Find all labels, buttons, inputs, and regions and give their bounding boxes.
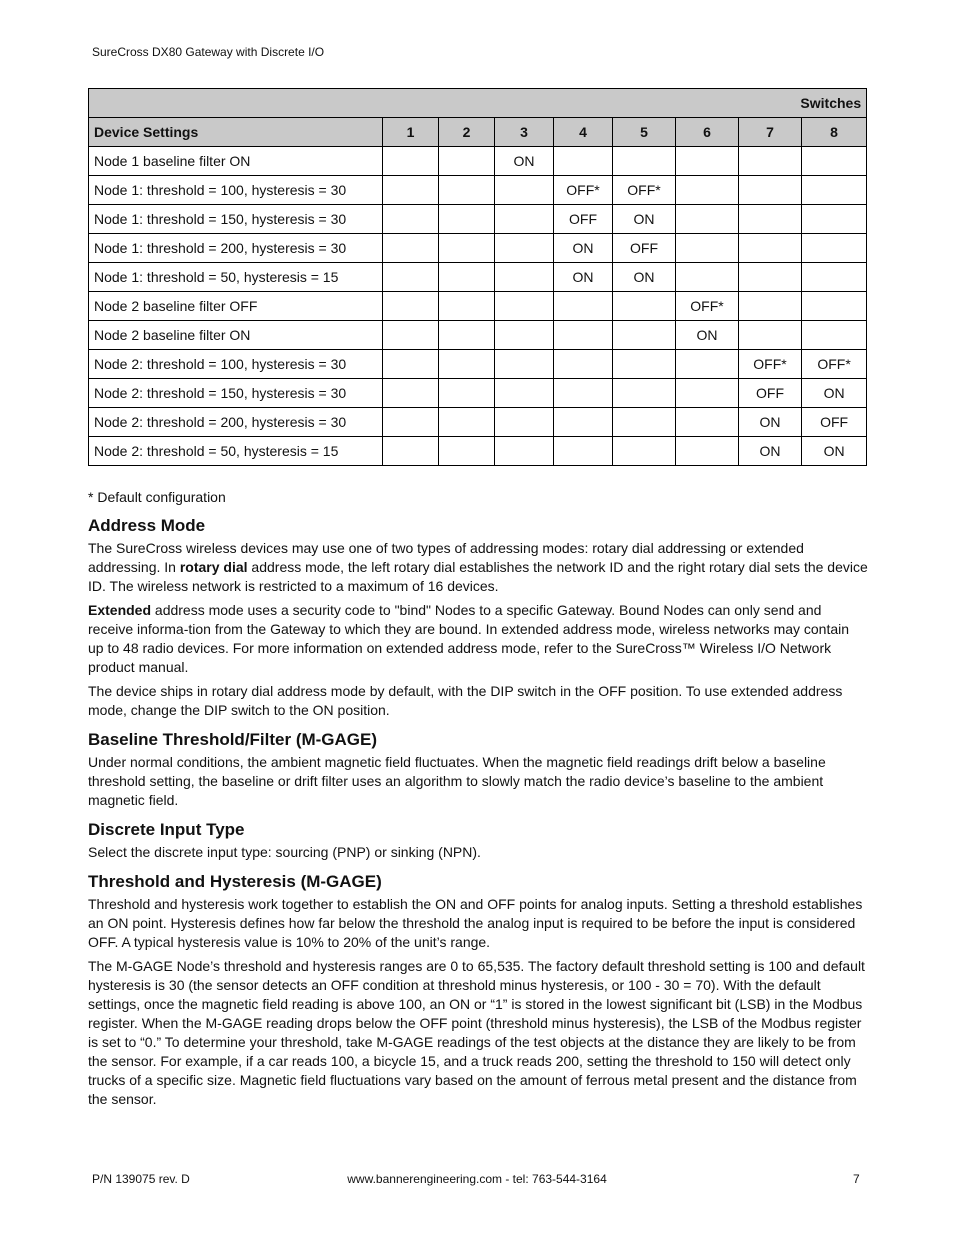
switch-value-cell [613, 292, 676, 321]
setting-label: Node 2: threshold = 50, hysteresis = 15 [89, 437, 383, 466]
switch-value-cell [495, 263, 554, 292]
table-row [89, 263, 867, 292]
switch-column-header: 4 [554, 118, 613, 147]
switch-value-cell [739, 147, 802, 176]
setting-label: Node 2 baseline filter OFF [89, 292, 383, 321]
switch-value-cell: ON [676, 321, 739, 350]
threshold-heading: Threshold and Hysteresis (M-GAGE) [88, 872, 382, 891]
table-row [89, 321, 867, 350]
switch-value-cell: OFF [613, 234, 676, 263]
switch-value-cell: ON [739, 437, 802, 466]
switch-value-cell [383, 205, 439, 234]
switch-value-cell [739, 321, 802, 350]
switch-value-cell [495, 176, 554, 205]
switch-value-cell: ON [802, 437, 867, 466]
table-row [89, 147, 867, 176]
switch-value-cell: ON [554, 234, 613, 263]
switch-value-cell [802, 321, 867, 350]
footer-page-number: 7 [853, 1172, 860, 1186]
switches-group-header: Switches [89, 89, 867, 118]
switch-value-cell [613, 437, 676, 466]
switch-value-cell [439, 263, 495, 292]
setting-label: Node 1: threshold = 50, hysteresis = 15 [89, 263, 383, 292]
switch-value-cell [554, 147, 613, 176]
address-mode-heading: Address Mode [88, 516, 206, 535]
baseline-heading: Baseline Threshold/Filter (M-GAGE) [88, 730, 378, 749]
switch-column-header: 6 [676, 118, 739, 147]
threshold-paragraph-1: Threshold and hysteresis work together to establish the ON and OFF points for analog inputs. Setting a threshold establishes an ON point. Hysteresis defines how far below the threshold the analog input is required to be before the input is considered OFF. A typical hysteresis value is 10% to 20% of the unit’s range. [88, 896, 863, 950]
switch-value-cell [802, 205, 867, 234]
setting-label: Node 1: threshold = 150, hysteresis = 30 [89, 205, 383, 234]
switch-value-cell [613, 379, 676, 408]
footer-contact: www.bannerengineering.com - tel: 763-544-3164 [347, 1172, 607, 1186]
address-mode-paragraph-2: Extended address mode uses a security code to "bind" Nodes to a specific Gateway. Bound Nodes can only send and receive informa-tion from the Gateway to which they are bound. In extended address mode, wireless networks may contain up to 48 radio devices. For more information on extended address mode, refer to the SureCross™ Wireless I/O Network product manual. [88, 602, 850, 675]
switch-column-header: 2 [439, 118, 495, 147]
table-footnote: * Default configuration [88, 489, 226, 505]
threshold-paragraph-2: The M-GAGE Node’s threshold and hysteresis ranges are 0 to 65,535. The factory default threshold setting is 100 and default hysteresis is 30 (the sensor detects an OFF condition at threshold minus hysteresis, or 100 - 30 = 70). With the default settings, once the magnetic field reading is above 100, an ON or “1” is stored in the lowest significant bit (LSB) in the Modbus register. When the M-GAGE reading drops below the OFF point (threshold minus hysteresis), the LSB of the Modbus register is set to “0.” To determine your threshold, take M-GAGE readings of the test objects at the distance they are likely to be from the sensor. For example, if a car reads 100, a bicycle 15, and a truck reads 200, setting the threshold to 150 will detect only trucks of a specific size. Magnetic field fluctuations vary based on the amount of ferrous metal present and the distance from the sensor. [88, 958, 865, 1107]
extended-term: Extended [88, 602, 152, 618]
table-row [89, 437, 867, 466]
switch-value-cell [554, 408, 613, 437]
setting-label: Node 1: threshold = 200, hysteresis = 30 [89, 234, 383, 263]
switch-value-cell [554, 379, 613, 408]
table-row [89, 234, 867, 263]
switch-value-cell [383, 147, 439, 176]
switch-value-cell [676, 147, 739, 176]
switch-column-header: 7 [739, 118, 802, 147]
switch-value-cell [439, 437, 495, 466]
setting-label: Node 2 baseline filter ON [89, 321, 383, 350]
switch-value-cell [495, 408, 554, 437]
switch-column-header: 1 [383, 118, 439, 147]
switch-value-cell [802, 292, 867, 321]
switch-column-header: 5 [613, 118, 676, 147]
switch-value-cell [802, 234, 867, 263]
switch-value-cell [495, 205, 554, 234]
table-group-header-row [89, 89, 867, 118]
switch-value-cell [439, 176, 495, 205]
switch-value-cell: ON [613, 263, 676, 292]
discrete-input-heading: Discrete Input Type [88, 820, 245, 839]
switch-value-cell [554, 350, 613, 379]
switch-value-cell [554, 437, 613, 466]
switch-value-cell [739, 234, 802, 263]
switch-value-cell [802, 263, 867, 292]
switch-value-cell [676, 205, 739, 234]
switch-value-cell [495, 321, 554, 350]
switch-value-cell: ON [554, 263, 613, 292]
switch-value-cell [439, 321, 495, 350]
device-settings-header: Device Settings [89, 118, 383, 147]
table-row [89, 350, 867, 379]
footer-part-number: P/N 139075 rev. D [92, 1172, 190, 1186]
switch-value-cell [802, 147, 867, 176]
switch-value-cell [383, 408, 439, 437]
switch-value-cell [739, 292, 802, 321]
switch-value-cell [383, 292, 439, 321]
switch-value-cell: OFF* [613, 176, 676, 205]
discrete-input-paragraph: Select the discrete input type: sourcing (PNP) or sinking (NPN). [88, 844, 481, 860]
table-row [89, 379, 867, 408]
switch-value-cell [439, 147, 495, 176]
dip-switch-settings-table [88, 88, 867, 466]
switch-value-cell [554, 321, 613, 350]
switch-value-cell [383, 437, 439, 466]
switch-value-cell [554, 292, 613, 321]
switch-value-cell [495, 437, 554, 466]
switch-value-cell [383, 350, 439, 379]
threshold-section [88, 871, 868, 1109]
switch-value-cell [676, 234, 739, 263]
switch-value-cell [676, 379, 739, 408]
address-mode-paragraph-1: The SureCross wireless devices may use one of two types of addressing modes: rotary dial addressing or extended addressing. In rotary dial address mode, the left rotary dial establishes the network ID and the right rotary dial sets the device ID. The wireless network is restricted to a maximum of 16 devices. [88, 540, 868, 594]
switch-value-cell: ON [613, 205, 676, 234]
switch-value-cell [383, 263, 439, 292]
switch-value-cell: OFF [554, 205, 613, 234]
switch-value-cell [613, 350, 676, 379]
switch-value-cell [613, 408, 676, 437]
table-column-header-row [89, 118, 867, 147]
switch-value-cell [802, 176, 867, 205]
switch-value-cell [495, 379, 554, 408]
switch-value-cell [495, 350, 554, 379]
address-mode-paragraph-3: The device ships in rotary dial address mode by default, with the DIP switch in the OFF position. To use extended address mode, change the DIP switch to the ON position. [88, 683, 843, 718]
switch-value-cell [383, 176, 439, 205]
switch-value-cell [439, 292, 495, 321]
page-content [88, 488, 868, 1118]
switch-value-cell [439, 350, 495, 379]
switch-value-cell [439, 379, 495, 408]
switch-value-cell [676, 176, 739, 205]
switch-value-cell [383, 379, 439, 408]
table-row [89, 205, 867, 234]
switch-value-cell [439, 234, 495, 263]
setting-label: Node 2: threshold = 150, hysteresis = 30 [89, 379, 383, 408]
table-body [89, 147, 867, 466]
switch-value-cell [383, 234, 439, 263]
switch-value-cell: OFF* [739, 350, 802, 379]
switch-value-cell [676, 350, 739, 379]
address-mode-section [88, 515, 868, 720]
setting-label: Node 2: threshold = 200, hysteresis = 30 [89, 408, 383, 437]
switch-value-cell: ON [739, 408, 802, 437]
table-row [89, 408, 867, 437]
switch-value-cell: OFF [739, 379, 802, 408]
switch-value-cell [439, 408, 495, 437]
switch-value-cell [739, 205, 802, 234]
switch-value-cell: OFF* [676, 292, 739, 321]
switch-value-cell [676, 263, 739, 292]
discrete-input-section [88, 819, 868, 862]
switch-value-cell [739, 263, 802, 292]
switch-column-header: 3 [495, 118, 554, 147]
baseline-section [88, 729, 868, 810]
running-head: SureCross DX80 Gateway with Discrete I/O [92, 45, 325, 59]
switch-value-cell: OFF* [554, 176, 613, 205]
setting-label: Node 2: threshold = 100, hysteresis = 30 [89, 350, 383, 379]
switch-value-cell [613, 147, 676, 176]
switch-value-cell [676, 437, 739, 466]
table-row [89, 292, 867, 321]
rotary-dial-term: rotary dial [179, 559, 248, 575]
switch-value-cell: OFF [802, 408, 867, 437]
switch-value-cell [495, 234, 554, 263]
switch-value-cell [739, 176, 802, 205]
switch-value-cell: ON [495, 147, 554, 176]
switch-column-header: 8 [802, 118, 867, 147]
switch-value-cell [613, 321, 676, 350]
switch-value-cell [439, 205, 495, 234]
switch-value-cell [676, 408, 739, 437]
switch-value-cell: ON [802, 379, 867, 408]
switch-value-cell [383, 321, 439, 350]
switch-value-cell [495, 292, 554, 321]
baseline-paragraph: Under normal conditions, the ambient magnetic field fluctuates. When the magnetic field readings drift below a baseline threshold setting, the baseline or drift filter uses an algorithm to slowly match the radio device’s baseline to the ambient magnetic field. [88, 754, 826, 808]
switch-value-cell: OFF* [802, 350, 867, 379]
table-row [89, 176, 867, 205]
setting-label: Node 1 baseline filter ON [89, 147, 383, 176]
setting-label: Node 1: threshold = 100, hysteresis = 30 [89, 176, 383, 205]
